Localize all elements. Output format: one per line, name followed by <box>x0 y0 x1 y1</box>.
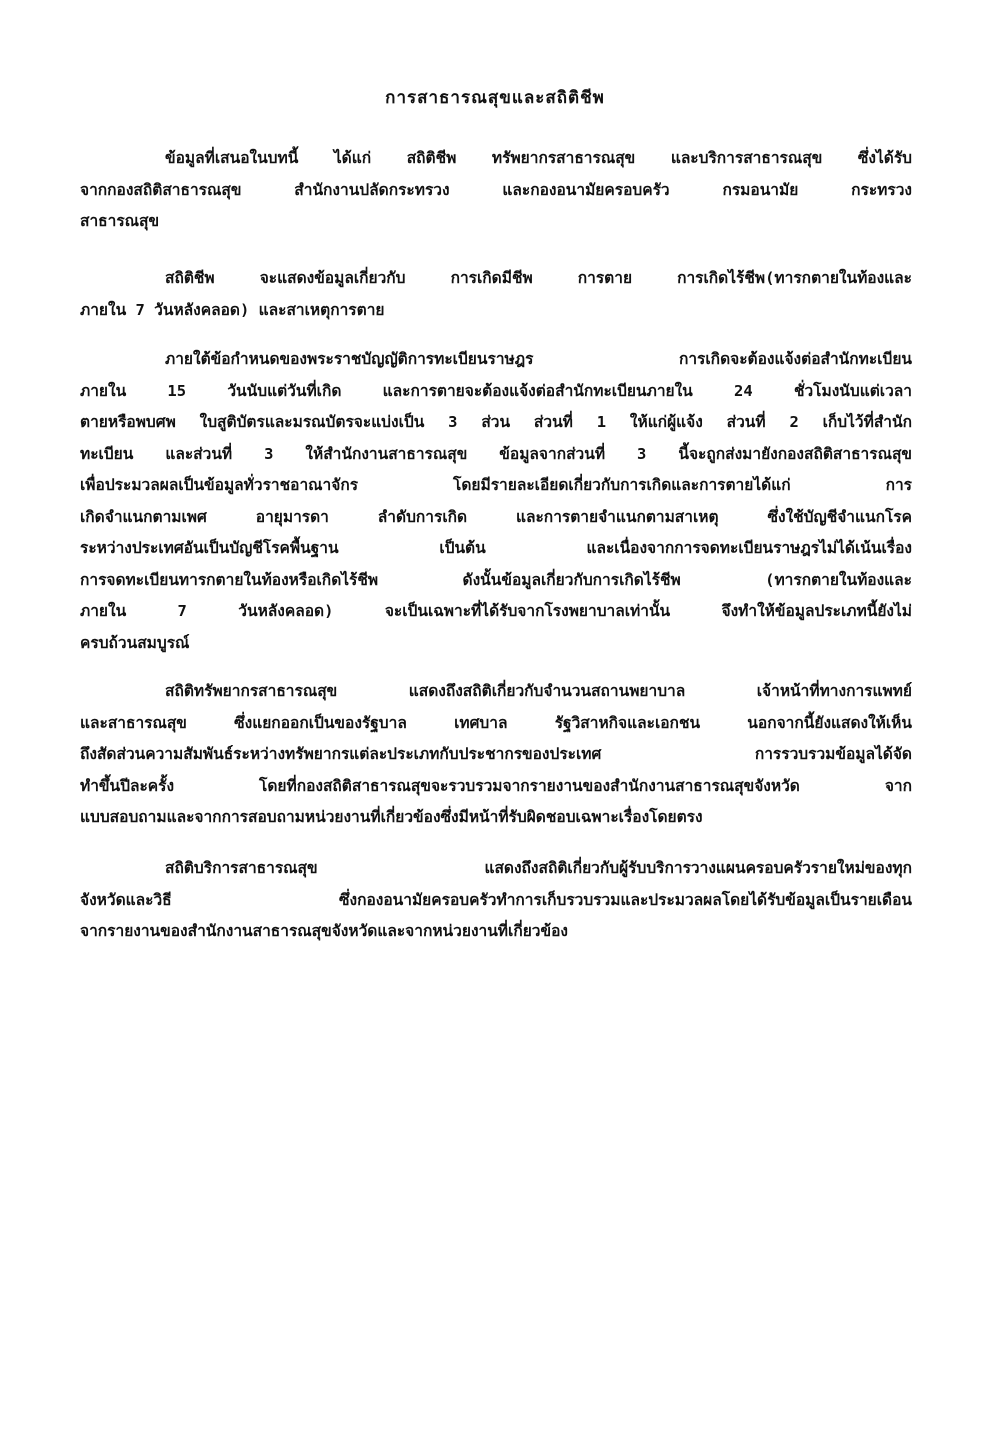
page-title: การสาธารณสุขและสถิติชีพ <box>385 88 605 108</box>
text-line: ระหว่างประเทศอันเป็นบัญชีโรคพื้นฐาน เป็นต้น และเนื่องจากการจดทะเบียนราษฎรไม่ได้เน้นเรื่อง <box>80 539 912 557</box>
text-line: ข้อมูลที่เสนอในบทนี้ ได้แก่ สถิติชีพ ทรัพยากรสาธารณสุข และบริการสาธารณสุข ซึ่งได้รับ <box>165 149 912 167</box>
text-line: จากกองสถิติสาธารณสุข สำนักงานปลัดกระทรวง และกองอนามัยครอบครัว กรมอนามัย กระทรวง <box>80 180 912 199</box>
text-line: ภายใน 15 วันนับแต่วันที่เกิด และการตายจะต้องแจ้งต่อสำนักทะเบียนภายใน 24 ชั่วโมงนับแต่เวลา <box>80 381 912 400</box>
text-line: จากรายงานของสำนักงานสาธารณสุขจังหวัดและจากหน่วยงานที่เกี่ยวข้อง <box>80 922 568 940</box>
text-line: แบบสอบถามและจากการสอบถามหน่วยงานที่เกี่ยวข้องซึ่งมีหน้าที่รับผิดชอบเฉพาะเรื่องโดยตรง <box>80 808 703 826</box>
text-line: เพื่อประมวลผลเป็นข้อมูลทั่วราชอาณาจักร โดยมีรายละเอียดเกี่ยวกับการเกิดและการตายได้แก่ การ <box>80 476 912 494</box>
text-line: ตายหรือพบศพ ใบสูติบัตรและมรณบัตรจะแบ่งเป็น 3 ส่วน ส่วนที่ 1 ให้แก่ผู้แจ้ง ส่วนที่ 2 เก็บไว้ที่สำนัก <box>80 413 912 431</box>
paragraph-health-services <box>80 853 912 948</box>
text-line: ภายใต้ข้อกำหนดของพระราชบัญญัติการทะเบียนราษฎร การเกิดจะต้องแจ้งต่อสำนักทะเบียน <box>165 350 912 368</box>
text-line: สถิติทรัพยากรสาธารณสุข แสดงถึงสถิติเกี่ยวกับจำนวนสถานพยาบาล เจ้าหน้าที่ทางการแพทย์ <box>165 682 912 700</box>
paragraph-intro <box>80 143 912 238</box>
text-line: ภายใน 7 วันหลังคลอด) และสาเหตุการตาย <box>80 300 385 319</box>
text-line: สถิติชีพ จะแสดงข้อมูลเกี่ยวกับ การเกิดมีชีพ การตาย การเกิดไร้ชีพ(ทารกตายในท้องและ <box>165 269 912 287</box>
text-line: จังหวัดและวิธี ซึ่งกองอนามัยครอบครัวทำการเก็บรวบรวมและประมวลผลโดยได้รับข้อมูลเป็นรายเดือน <box>80 890 912 909</box>
text-line: การจดทะเบียนทารกตายในท้องหรือเกิดไร้ชีพ ดังนั้นข้อมูลเกี่ยวกับการเกิดไร้ชีพ (ทารกตายในท้องและ <box>80 570 912 589</box>
text-line: สถิติบริการสาธารณสุข แสดงถึงสถิติเกี่ยวกับผู้รับบริการวางแผนครอบครัวรายใหม่ของทุก <box>165 859 912 877</box>
text-line: สาธารณสุข <box>80 212 160 230</box>
paragraph-vital-statistics <box>80 263 912 326</box>
text-line: เกิดจำแนกตามเพศ อายุมารดา ลำดับการเกิด และการตายจำแนกตามสาเหตุ ซึ่งใช้บัญชีจำแนกโรค <box>80 507 912 526</box>
text-line: ทำขึ้นปีละครั้ง โดยที่กองสถิติสาธารณสุขจะรวบรวมจากรายงานของสำนักงานสาธารณสุขจังหวัด จาก <box>80 776 912 795</box>
paragraph-health-resources <box>80 676 912 834</box>
text-line: ครบถ้วนสมบูรณ์ <box>80 633 190 652</box>
text-line: และสาธารณสุข ซึ่งแยกออกเป็นของรัฐบาล เทศบาล รัฐวิสาหกิจและเอกชน นอกจากนี้ยังแสดงให้เห็น <box>80 713 912 732</box>
text-line: ภายใน 7 วันหลังคลอด) จะเป็นเฉพาะที่ได้รับจากโรงพยาบาลเท่านั้น จึงทำให้ข้อมูลประเภทนี้ยังไม่ <box>80 602 912 620</box>
text-line: ทะเบียน และส่วนที่ 3 ให้สำนักงานสาธารณสุข ข้อมูลจากส่วนที่ 3 นี้จะถูกส่งมายังกองสถิติสาธารณสุข <box>80 444 912 463</box>
paragraph-registration-act <box>80 344 912 659</box>
text-line: ถึงสัดส่วนความสัมพันธ์ระหว่างทรัพยากรแต่ละประเภทกับประชากรของประเทศ การรวบรวมข้อมูลได้จัด <box>80 745 912 763</box>
